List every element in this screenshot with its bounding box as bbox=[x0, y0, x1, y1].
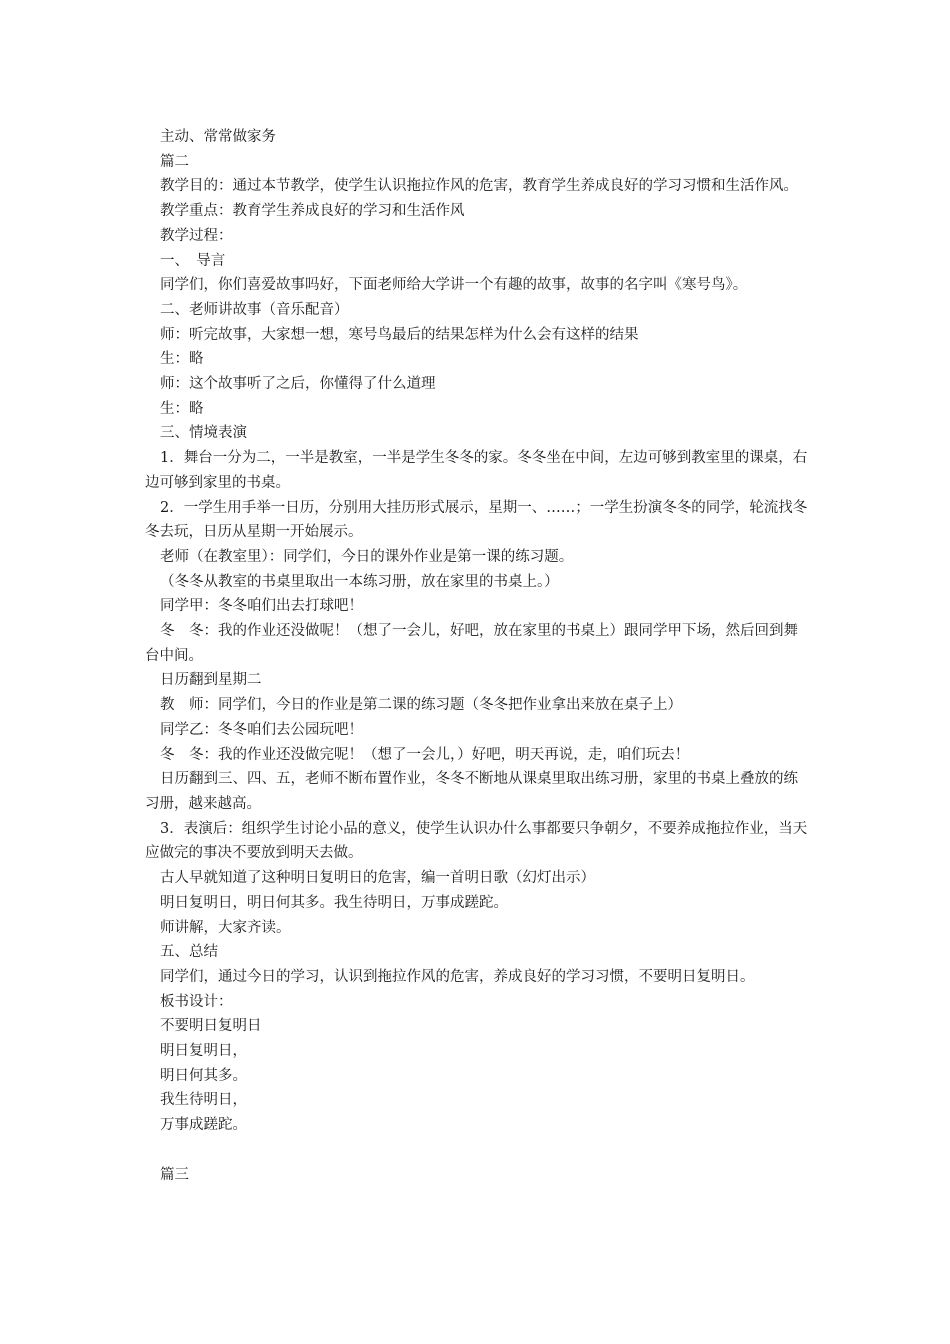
paragraph: 三、情境表演 bbox=[160, 425, 247, 442]
paragraph: 同学甲：冬冬咱们出去打球吧！ bbox=[160, 598, 363, 615]
paragraph: 同学们，你们喜爱故事吗好，下面老师给大学讲一个有趣的故事，故事的名字叫《寒号鸟》。 bbox=[160, 277, 748, 294]
paragraph: 不要明日复明日 bbox=[160, 1018, 262, 1035]
paragraph: 冬 冬：我的作业还没做呢！（想了一会儿，好吧，放在家里的书桌上）跟同学甲下场，然后回到舞台中间。 bbox=[145, 623, 798, 664]
paragraph: 万事成蹉跎。 bbox=[160, 1117, 247, 1134]
paragraph: 同学们，通过今日的学习，认识到拖拉作风的危害，养成良好的学习习惯，不要明日复明日。 bbox=[160, 968, 755, 985]
paragraph: 师：听完故事，大家想一想，寒号鸟最后的结果怎样为什么会有这样的结果 bbox=[160, 326, 639, 343]
paragraph: 二、老师讲故事（音乐配音） bbox=[160, 301, 349, 318]
paragraph: 一、 导言 bbox=[160, 252, 226, 269]
paragraph: 师：这个故事听了之后，你懂得了什么道理 bbox=[160, 376, 436, 393]
paragraph: 1．舞台一分为二，一半是教室，一半是学生冬冬的家。冬冬坐在中间，左边可够到教室里的课桌，右边可够到家里的书桌。 bbox=[145, 450, 808, 491]
paragraph: 明日复明日，明日何其多。我生待明日，万事成蹉跎。 bbox=[160, 894, 508, 911]
paragraph: 生：略 bbox=[160, 400, 204, 417]
blank-line bbox=[145, 1138, 810, 1163]
paragraph: 教学目的：通过本节教学，使学生认识拖拉作风的危害，教育学生养成良好的学习习惯和生活作风。 bbox=[160, 178, 798, 195]
paragraph: 日历翻到星期二 bbox=[160, 672, 262, 689]
paragraph: 教学过程： bbox=[160, 227, 233, 244]
paragraph: 教学重点：教育学生养成良好的学习和生活作风 bbox=[160, 203, 465, 220]
section-heading: 篇三 bbox=[160, 1166, 189, 1183]
paragraph: 2．一学生用手举一日历，分别用大挂历形式展示，星期一、……；一学生扮演冬冬的同学，轮流找冬冬去玩，日历从星期一开始展示。 bbox=[145, 499, 808, 541]
paragraph: 教 师：同学们，今日的作业是第二课的练习题（冬冬把作业拿出来放在桌子上） bbox=[160, 697, 682, 714]
paragraph: 师讲解，大家齐读。 bbox=[160, 919, 291, 936]
paragraph: 主动、常常做家务 bbox=[160, 129, 276, 145]
paragraph: 五、总结 bbox=[160, 944, 218, 961]
paragraph: （冬冬从教室的书桌里取出一本练习册，放在家里的书桌上。） bbox=[160, 573, 559, 590]
paragraph: 3．表演后：组织学生讨论小品的意义，使学生认识办什么事都要只争朝夕，不要养成拖拉作业，当天应做完的事决不要放到明天去做。 bbox=[145, 820, 808, 862]
paragraph: 明日复明日， bbox=[160, 1043, 247, 1060]
paragraph: 明日何其多。 bbox=[160, 1067, 247, 1084]
paragraph: 古人早就知道了这种明日复明日的危害，编一首明日歌（幻灯出示） bbox=[160, 870, 595, 887]
paragraph: 我生待明日， bbox=[160, 1092, 247, 1109]
paragraph: 老师（在教室里）：同学们，今日的课外作业是第一课的练习题。 bbox=[160, 548, 574, 565]
document-body bbox=[145, 125, 810, 1187]
paragraph: 生：略 bbox=[160, 351, 204, 368]
paragraph: 同学乙：冬冬咱们去公园玩吧！ bbox=[160, 721, 363, 738]
section-heading: 篇二 bbox=[160, 153, 189, 170]
paragraph: 日历翻到三、四、五，老师不断布置作业，冬冬不断地从课桌里取出练习册，家里的书桌上叠放的练习册，越来越高。 bbox=[145, 771, 798, 812]
paragraph: 板书设计： bbox=[160, 993, 233, 1010]
paragraph: 冬 冬：我的作业还没做完呢！（想了一会儿，）好吧，明天再说，走，咱们玩去！ bbox=[160, 746, 690, 763]
